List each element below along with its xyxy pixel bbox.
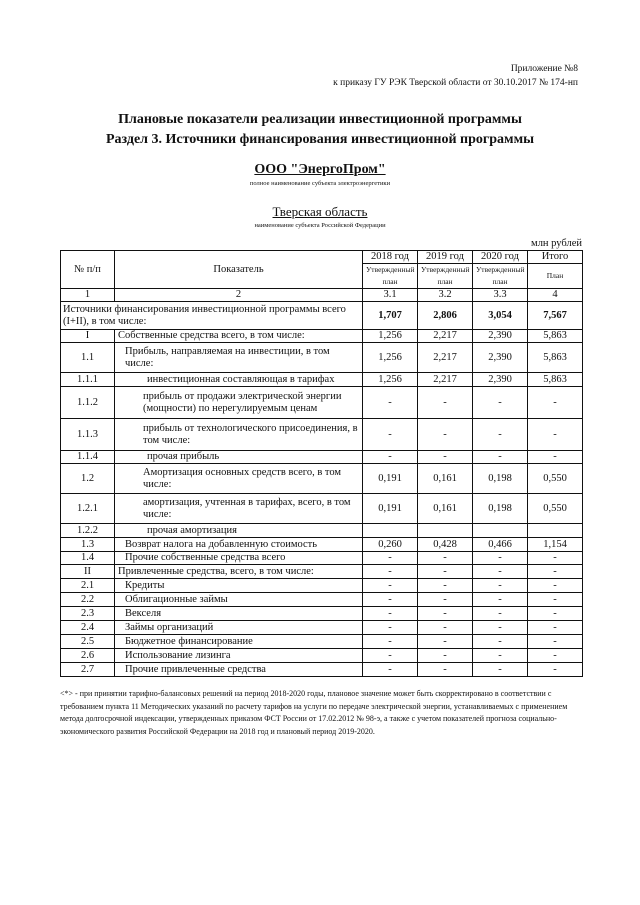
row-value-v2018: - xyxy=(363,635,418,649)
row-value-v2019: - xyxy=(418,579,473,593)
row-value-total: - xyxy=(528,579,583,593)
appendix-number: Приложение №8 xyxy=(510,64,578,74)
table-row xyxy=(61,607,583,621)
row-value-v2020: - xyxy=(473,387,528,419)
row-value-v2018: - xyxy=(363,552,418,565)
row-value-v2020: - xyxy=(473,565,528,579)
row-indicator: прибыль от технологического присоединения, в том числе: xyxy=(115,419,363,451)
table-row xyxy=(61,552,583,565)
row-value-v2018: 1,256 xyxy=(363,343,418,373)
row-value-total: - xyxy=(528,419,583,451)
row-value-v2018: - xyxy=(363,593,418,607)
row-value-v2020: - xyxy=(473,593,528,607)
row-value-v2019: - xyxy=(418,635,473,649)
row-value-v2020: 3,054 xyxy=(473,302,528,330)
header-approved-2019: Утвержденный план xyxy=(418,264,473,289)
row-number: 1.2.2 xyxy=(61,524,115,538)
row-value-v2018: 0,260 xyxy=(363,538,418,552)
row-value-v2019: - xyxy=(418,593,473,607)
row-value-total: 5,863 xyxy=(528,343,583,373)
column-numbers-row xyxy=(61,289,583,302)
row-value-v2020: - xyxy=(473,579,528,593)
row-number: 1.3 xyxy=(61,538,115,552)
row-value-v2019: - xyxy=(418,552,473,565)
row-value-v2019: - xyxy=(418,663,473,677)
row-value-total: - xyxy=(528,565,583,579)
row-number: 2.7 xyxy=(61,663,115,677)
row-number: I xyxy=(61,330,115,343)
table-row xyxy=(61,663,583,677)
row-indicator: Собственные средства всего, в том числе: xyxy=(115,330,363,343)
row-value-v2019: - xyxy=(418,565,473,579)
row-indicator: Бюджетное финансирование xyxy=(115,635,363,649)
region-block xyxy=(0,203,640,230)
row-number: 1.1.4 xyxy=(61,451,115,464)
row-indicator: прибыль от продажи электрической энергии (мощности) по нерегулируемым ценам xyxy=(115,387,363,419)
row-indicator: прочая прибыль xyxy=(115,451,363,464)
row-indicator: Прочие собственные средства всего xyxy=(115,552,363,565)
row-value-v2019: - xyxy=(418,607,473,621)
row-number: 1.1.3 xyxy=(61,419,115,451)
row-value-v2018: - xyxy=(363,387,418,419)
row-indicator: Возврат налога на добавленную стоимость xyxy=(115,538,363,552)
colnum-3-2: 3.2 xyxy=(418,289,473,302)
row-value-v2018: - xyxy=(363,607,418,621)
table-row xyxy=(61,593,583,607)
row-indicator: инвестиционная составляющая в тарифах xyxy=(115,373,363,387)
row-value-v2018: - xyxy=(363,663,418,677)
row-value-total: - xyxy=(528,635,583,649)
row-indicator: Привлеченные средства, всего, в том числе: xyxy=(115,565,363,579)
row-value-total xyxy=(528,524,583,538)
header-2020: 2020 год xyxy=(473,251,528,264)
row-value-v2020: - xyxy=(473,607,528,621)
row-value-v2020: - xyxy=(473,663,528,677)
row-value-total: - xyxy=(528,607,583,621)
table-body xyxy=(61,251,583,677)
row-value-v2020: - xyxy=(473,419,528,451)
row-value-v2020: 2,390 xyxy=(473,373,528,387)
row-value-v2019: 0,161 xyxy=(418,494,473,524)
row-value-v2018: 1,256 xyxy=(363,330,418,343)
table-row xyxy=(61,524,583,538)
row-number: 1.2 xyxy=(61,464,115,494)
colnum-2: 2 xyxy=(115,289,363,302)
row-value-v2019 xyxy=(418,524,473,538)
row-value-v2019: 2,806 xyxy=(418,302,473,330)
row-indicator: Займы организаций xyxy=(115,621,363,635)
organization-caption: полное наименование субъекта электроэнергетики xyxy=(249,180,391,187)
organization-block xyxy=(0,160,640,188)
row-value-v2019: - xyxy=(418,621,473,635)
row-value-v2020: - xyxy=(473,649,528,663)
row-value-v2020: - xyxy=(473,635,528,649)
row-number: 1.1.2 xyxy=(61,387,115,419)
row-value-total: 0,550 xyxy=(528,464,583,494)
row-value-v2020: - xyxy=(473,451,528,464)
row-number: 1.1.1 xyxy=(61,373,115,387)
row-number: 2.4 xyxy=(61,621,115,635)
row-indicator: Использование лизинга xyxy=(115,649,363,663)
row-value-v2020 xyxy=(473,524,528,538)
table-row xyxy=(61,635,583,649)
title-line-2: Раздел 3. Источники финансирования инвестиционной программы xyxy=(105,132,535,147)
row-indicator: амортизация, учтенная в тарифах, всего, в том числе: xyxy=(115,494,363,524)
table-row xyxy=(61,419,583,451)
row-value-total: - xyxy=(528,552,583,565)
row-value-v2019: 2,217 xyxy=(418,373,473,387)
row-number: 2.2 xyxy=(61,593,115,607)
region-name: Тверская область xyxy=(272,204,368,219)
colnum-1: 1 xyxy=(61,289,115,302)
row-value-v2018: - xyxy=(363,649,418,663)
row-indicator: прочая амортизация xyxy=(115,524,363,538)
row-value-v2019: - xyxy=(418,419,473,451)
table-row xyxy=(61,451,583,464)
header-row-years xyxy=(61,251,583,264)
header-2019: 2019 год xyxy=(418,251,473,264)
row-number: 2.1 xyxy=(61,579,115,593)
row-value-total: - xyxy=(528,593,583,607)
header-indicator: Показатель xyxy=(115,251,363,289)
row-value-v2018: 1,707 xyxy=(363,302,418,330)
table-row xyxy=(61,579,583,593)
header-num: № п/п xyxy=(61,251,115,289)
header-approved-2020: Утвержденный план xyxy=(473,264,528,289)
row-value-v2019: - xyxy=(418,451,473,464)
row-value-total: 5,863 xyxy=(528,330,583,343)
header-plan: План xyxy=(528,264,583,289)
row-number: 1.2.1 xyxy=(61,494,115,524)
row-value-total: - xyxy=(528,663,583,677)
order-reference: к приказу ГУ РЭК Тверской области от 30.10.2017 № 174-нп xyxy=(333,78,578,88)
table-row xyxy=(61,464,583,494)
row-value-total: 7,567 xyxy=(528,302,583,330)
header-approved-2018: Утвержденный план xyxy=(363,264,418,289)
row-value-v2018: 0,191 xyxy=(363,494,418,524)
row-indicator: Прочие привлеченные средства xyxy=(115,663,363,677)
table-row xyxy=(61,373,583,387)
row-value-v2018: - xyxy=(363,621,418,635)
row-value-v2019: 2,217 xyxy=(418,330,473,343)
table-row xyxy=(61,330,583,343)
table-row xyxy=(61,649,583,663)
row-number: 2.6 xyxy=(61,649,115,663)
row-number: 2.3 xyxy=(61,607,115,621)
row-value-v2018 xyxy=(363,524,418,538)
row-value-v2019: - xyxy=(418,387,473,419)
footnote: <*> - при принятии тарифно-балансовых решений на период 2018-2020 годы, плановое значение может быть скорректировано в соответствии с требованием пункта 11 Методических указаний по расчету тарифов на услуги по передаче электрической энергии, устанавливаемых с применением метода долгосрочной индексации, утвержденных приказом ФСТ России от 17.02.2012 № 98-э, а также с учетом показателей прогноза социально-экономического развития Российской Федерации на 2018 год и плановый период 2019-2020. xyxy=(60,689,568,736)
table-row xyxy=(61,387,583,419)
row-value-total: - xyxy=(528,649,583,663)
row-value-v2020: 0,198 xyxy=(473,494,528,524)
row-value-v2020: 0,198 xyxy=(473,464,528,494)
row-number: 1.4 xyxy=(61,552,115,565)
row-value-v2020: 2,390 xyxy=(473,343,528,373)
table-row xyxy=(61,302,583,330)
row-value-v2019: 0,428 xyxy=(418,538,473,552)
colnum-3-3: 3.3 xyxy=(473,289,528,302)
document-title xyxy=(0,110,640,150)
row-value-v2018: - xyxy=(363,565,418,579)
row-indicator: Источники финансирования инвестиционной программы всего (I+II), в том числе: xyxy=(61,302,363,330)
header-total: Итого xyxy=(528,251,583,264)
header-2018: 2018 год xyxy=(363,251,418,264)
row-value-v2018: 1,256 xyxy=(363,373,418,387)
row-value-v2019: - xyxy=(418,649,473,663)
row-number: II xyxy=(61,565,115,579)
row-indicator: Прибыль, направляемая на инвестиции, в том числе: xyxy=(115,343,363,373)
row-indicator: Векселя xyxy=(115,607,363,621)
row-value-total: - xyxy=(528,451,583,464)
title-line-1: Плановые показатели реализации инвестиционной программы xyxy=(118,112,522,127)
appendix-reference xyxy=(333,62,578,90)
table-row xyxy=(61,494,583,524)
financing-table xyxy=(60,250,583,677)
row-value-v2020: 2,390 xyxy=(473,330,528,343)
row-value-total: 1,154 xyxy=(528,538,583,552)
row-value-v2020: - xyxy=(473,621,528,635)
row-value-v2018: - xyxy=(363,579,418,593)
organization-name: ООО "ЭнергоПром" xyxy=(254,162,386,177)
row-value-total: - xyxy=(528,621,583,635)
row-value-v2018: - xyxy=(363,419,418,451)
row-number: 2.5 xyxy=(61,635,115,649)
row-number: 1.1 xyxy=(61,343,115,373)
table-row xyxy=(61,538,583,552)
row-indicator: Облигационные займы xyxy=(115,593,363,607)
row-value-v2019: 2,217 xyxy=(418,343,473,373)
region-caption: наименование субъекта Российской Федерации xyxy=(254,222,386,229)
row-value-v2018: - xyxy=(363,451,418,464)
row-value-v2020: 0,466 xyxy=(473,538,528,552)
row-value-total: - xyxy=(528,387,583,419)
row-value-v2019: 0,161 xyxy=(418,464,473,494)
row-indicator: Амортизация основных средств всего, в том числе: xyxy=(115,464,363,494)
table-row xyxy=(61,343,583,373)
colnum-3-1: 3.1 xyxy=(363,289,418,302)
table-row xyxy=(61,565,583,579)
row-value-v2020: - xyxy=(473,552,528,565)
units-label: млн рублей xyxy=(531,238,582,249)
colnum-4: 4 xyxy=(528,289,583,302)
row-value-total: 5,863 xyxy=(528,373,583,387)
row-value-v2018: 0,191 xyxy=(363,464,418,494)
table-row xyxy=(61,621,583,635)
row-indicator: Кредиты xyxy=(115,579,363,593)
row-value-total: 0,550 xyxy=(528,494,583,524)
